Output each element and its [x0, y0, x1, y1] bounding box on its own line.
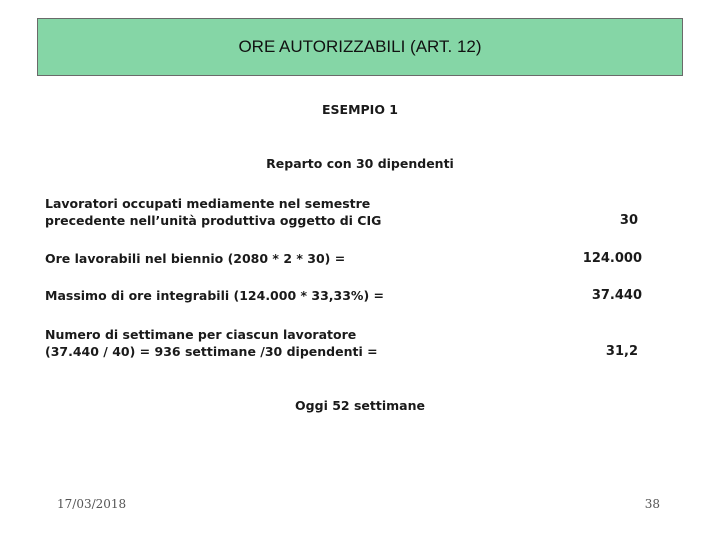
row-1-value: 30: [619, 213, 638, 228]
slide-title: ORE AUTORIZZABILI (ART. 12): [238, 37, 482, 56]
row-3-label: [45, 287, 384, 304]
row-2-label-line-1: Ore lavorabili nel biennio (2080 * 2 * 30) =: [45, 251, 346, 266]
row-4-value: 31,2: [605, 344, 638, 359]
row-3-label-line-1: Massimo di ore integrabili (124.000 * 33,33%) =: [45, 288, 384, 303]
row-4-label-line-1: Numero di settimane per ciascun lavoratore: [45, 327, 357, 342]
row-2-label: [45, 250, 345, 267]
slide-title-box: [37, 18, 683, 76]
example-heading: ESEMPIO 1: [321, 102, 398, 117]
row-3-value: 37.440: [591, 288, 642, 303]
row-1-label: [45, 195, 381, 229]
row-4-label-line-2: (37.440 / 40) = 936 settimane /30 dipendenti =: [45, 344, 378, 359]
footer-page-number: 38: [644, 497, 660, 511]
row-1-label-line-2: precedente nell’unità produttiva oggetto di CIG: [45, 213, 382, 228]
row-4-label: [45, 326, 378, 360]
row-2-value: 124.000: [582, 251, 642, 266]
row-1-label-line-1: Lavoratori occupati mediamente nel semestre: [45, 196, 371, 211]
footer-date: 17/03/2018: [57, 497, 127, 511]
conclusion-line: Oggi 52 settimane: [295, 398, 425, 413]
department-line: Reparto con 30 dipendenti: [266, 156, 454, 171]
